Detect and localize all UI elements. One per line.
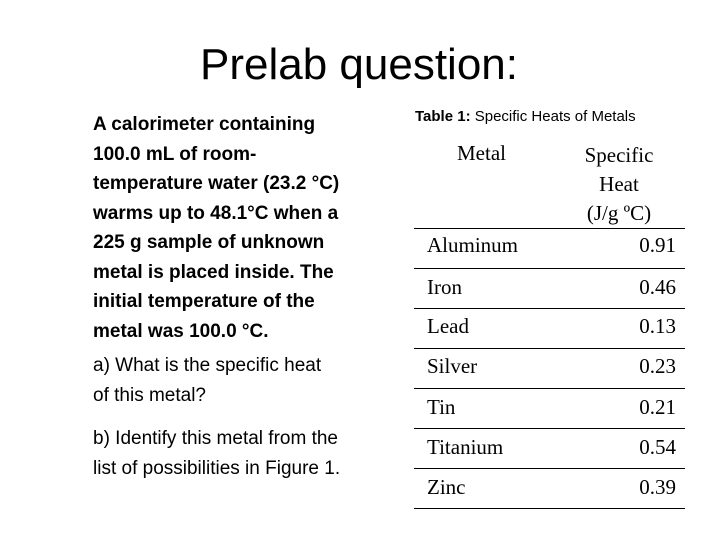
table-divider [414,348,685,349]
slide-title: Prelab question: [200,40,518,89]
table-row [414,475,684,515]
problem-line: metal is placed inside. The [93,261,334,283]
specific-heat-value: 0.21 [639,395,676,419]
table-caption [415,108,695,125]
table-divider [414,508,685,509]
question-a [93,351,413,410]
problem-line: 100.0 mL of room- [93,143,257,165]
header-metal: Metal [457,141,506,165]
header-heat-line: (J/g ºC) [586,201,652,225]
question-a-line: a) What is the specific heat [93,355,322,376]
question-b-line: list of possibilities in Figure 1. [93,457,341,479]
table-divider [414,388,685,389]
specific-heat-value: 0.39 [639,475,676,499]
header-specific-heat [560,141,678,228]
header-heat-line: Specific [584,143,654,167]
metal-name: Silver [427,354,478,378]
metal-name: Lead [427,314,469,338]
table-divider [414,428,685,429]
table-row [414,233,684,273]
table-divider [414,228,685,229]
table-divider [414,268,685,269]
question-a-line: of this metal? [93,384,206,406]
metal-name: Titanium [427,435,504,459]
specific-heat-value: 0.46 [639,275,676,299]
question-b-line: b) Identify this metal from the [93,428,338,449]
table-row [414,395,684,435]
specific-heat-value: 0.91 [639,233,676,257]
metal-name: Tin [427,395,456,419]
problem-line: A calorimeter containing [93,114,316,135]
metal-name: Zinc [427,475,466,499]
problem-line: metal was 100.0 °C. [93,320,269,342]
header-heat-line: Heat [599,172,639,196]
table-caption-text: Specific Heats of Metals [470,108,636,125]
table-row [414,275,684,315]
table-divider [414,468,685,469]
problem-line: 225 g sample of unknown [93,232,325,253]
metal-name: Iron [427,275,462,299]
table-divider [414,308,685,309]
specific-heat-value: 0.54 [639,435,676,459]
problem-line: warms up to 48.1°C when a [93,202,339,224]
table-caption-label: Table 1: [415,108,471,125]
specific-heat-value: 0.23 [639,354,676,378]
table-row [414,435,684,475]
question-b [93,424,413,483]
problem-line: temperature water (23.2 °C) [93,173,340,194]
problem-statement [93,110,413,346]
specific-heat-value: 0.13 [639,314,676,338]
problem-line: initial temperature of the [93,291,315,312]
metal-name: Aluminum [427,233,519,257]
